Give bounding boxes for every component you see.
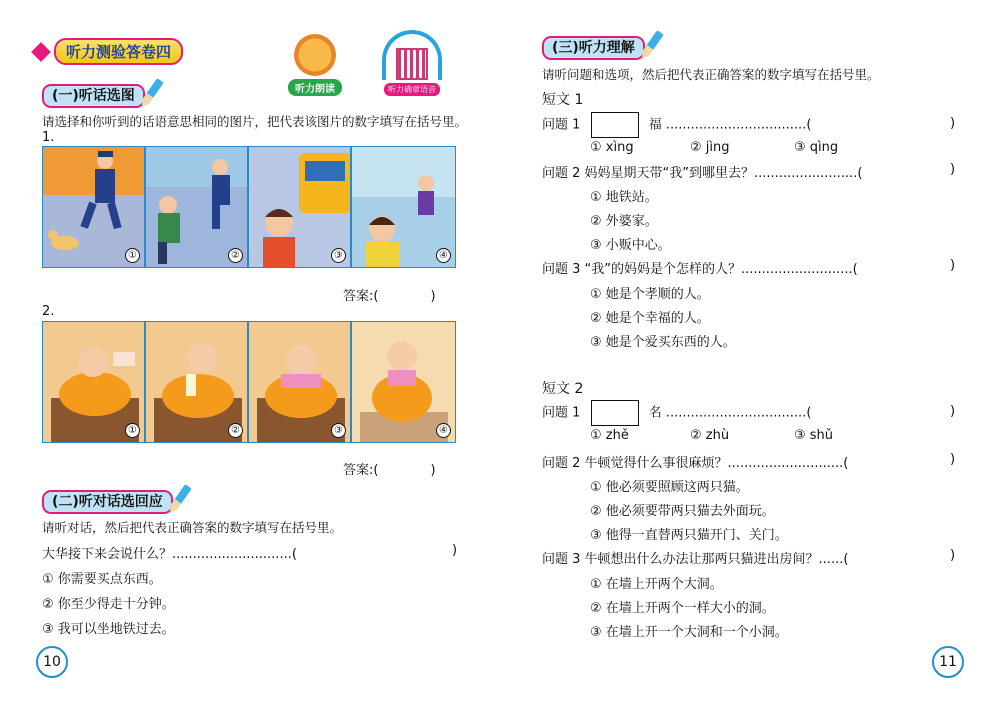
picture-strip-2 (42, 321, 456, 443)
option-number: ③ (331, 423, 346, 438)
answer-paren-close: ) (452, 543, 458, 558)
answer-paren-close: ) (950, 452, 956, 467)
section-3-title: (三)听力理解 (542, 36, 645, 60)
question-text: 牛顿觉得什么事很麻烦？............................( (584, 456, 849, 471)
dialogue-option[interactable]: ② 你至少得走十分钟。 (42, 597, 175, 612)
answer-blank-2[interactable]: 答案:( ) (343, 463, 436, 478)
option-number: ① (125, 423, 140, 438)
passage-2-question-1 (542, 400, 811, 426)
answer-blank-1[interactable]: 答案:( ) (343, 289, 436, 304)
section-2-header (42, 488, 185, 514)
answer-paren-close: ) (950, 258, 956, 273)
dialogue-option[interactable]: ① 你需要买点东西。 (42, 572, 162, 587)
pencil-icon (642, 30, 663, 56)
lion-mascot-icon (288, 34, 342, 96)
passage-1-question-1 (542, 112, 811, 138)
worksheet-title (34, 38, 183, 65)
question-1-number: 1. (42, 130, 55, 145)
diamond-bullet-icon (31, 42, 51, 62)
dialogue-option[interactable]: ③ 我可以坐地铁过去。 (42, 622, 175, 637)
picture-panel[interactable] (352, 147, 455, 267)
answer-paren-close: ) (950, 548, 956, 563)
dialogue-question-text: 大华接下来会说什么？.............................( (42, 547, 297, 562)
picture-panel[interactable] (43, 322, 146, 442)
picture-panel[interactable] (352, 322, 455, 442)
qr-label: 听力确章语音 (384, 83, 440, 96)
question-text: 妈妈星期天带“我”到哪里去？.........................( (584, 166, 863, 181)
question-label: 问题 3 (542, 262, 581, 277)
question-label: 问题 1 (542, 405, 581, 421)
section-2-instruction: 请听对话，然后把代表正确答案的数字填写在括号里。 (42, 520, 343, 535)
section-1-title: (一)听话选图 (42, 84, 145, 108)
option-number: ④ (436, 248, 451, 263)
question-label: 问题 2 (542, 456, 581, 471)
option[interactable]: ① 她是个孝顺的人。 (590, 287, 710, 302)
pencil-icon (170, 484, 191, 510)
option[interactable]: ③ qìng (794, 140, 839, 155)
option-number: ② (228, 423, 243, 438)
answer-paren-close: ) (950, 116, 956, 131)
question-text: 福 ..................................( (648, 117, 812, 133)
passage-2-question-2 (542, 452, 848, 471)
option-number: ④ (436, 423, 451, 438)
passage-1-title: 短文 1 (542, 92, 584, 108)
page-number: 10 (36, 646, 68, 678)
pencil-icon (142, 78, 163, 104)
character-box (591, 112, 639, 138)
picture-strip-1 (42, 146, 456, 268)
picture-panel[interactable] (43, 147, 146, 267)
picture-panel[interactable] (146, 147, 249, 267)
question-2-number: 2. (42, 304, 55, 319)
answer-paren-close: ) (950, 404, 956, 419)
option[interactable]: ① zhě (590, 428, 629, 443)
option[interactable]: ② 在墙上开两个一样大小的洞。 (590, 601, 775, 616)
section-3-instruction: 请听问题和选项，然后把代表正确答案的数字填写在括号里。 (542, 67, 880, 82)
page-number: 11 (932, 646, 964, 678)
option[interactable]: ② 她是个幸福的人。 (590, 311, 710, 326)
passage-2-title: 短文 2 (542, 381, 584, 397)
section-2-title: (二)听对话选回应 (42, 490, 173, 514)
qr-code-icon (396, 48, 428, 80)
picture-panel[interactable] (146, 322, 249, 442)
right-page (500, 0, 1000, 707)
option[interactable]: ② 外婆家。 (590, 214, 658, 229)
option[interactable]: ① 在墙上开两个大洞。 (590, 577, 723, 592)
passage-1-question-2 (542, 162, 862, 181)
section-3-header (542, 34, 657, 60)
option[interactable]: ② zhù (690, 428, 730, 443)
question-text: 牛顿想出什么办法让那两只猫进出房间？......( (584, 552, 849, 567)
question-label: 问题 1 (542, 117, 581, 133)
option[interactable]: ③ 小贩中心。 (590, 238, 671, 253)
option[interactable]: ③ 在墙上开一个大洞和一个小洞。 (590, 625, 788, 640)
option[interactable]: ③ 她是个爱买东西的人。 (590, 335, 736, 350)
picture-panel[interactable] (249, 147, 352, 267)
qr-code[interactable] (378, 30, 446, 96)
option[interactable]: ② jìng (690, 140, 730, 155)
option-number: ① (125, 248, 140, 263)
mascot-label: 听力朗读 (288, 79, 342, 96)
option-number: ② (228, 248, 243, 263)
section-1-header (42, 82, 157, 108)
answer-paren-close: ) (950, 162, 956, 177)
character-box (591, 400, 639, 426)
question-text: 名 ..................................( (648, 405, 812, 421)
option[interactable]: ① 地铁站。 (590, 190, 658, 205)
option[interactable]: ① xìng (590, 140, 634, 155)
section-1-instruction: 请选择和你听到的话语意思相同的图片，把代表该图片的数字填写在括号里。 (42, 114, 468, 129)
question-label: 问题 3 (542, 552, 581, 567)
option[interactable]: ① 他必须要照顾这两只猫。 (590, 480, 749, 495)
worksheet-title-text: 听力测验答卷四 (54, 38, 183, 65)
question-label: 问题 2 (542, 166, 581, 181)
dialogue-question (42, 543, 297, 562)
picture-panel[interactable] (249, 322, 352, 442)
passage-2-question-3 (542, 548, 848, 567)
passage-1-question-3 (542, 258, 858, 277)
option[interactable]: ② 他必须要带两只猫去外面玩。 (590, 504, 775, 519)
option[interactable]: ③ 他得一直替两只猫开门、关门。 (590, 528, 788, 543)
option-number: ③ (331, 248, 346, 263)
question-text: “我”的妈妈是个怎样的人？...........................( (584, 262, 858, 277)
option[interactable]: ③ shǔ (794, 428, 834, 443)
